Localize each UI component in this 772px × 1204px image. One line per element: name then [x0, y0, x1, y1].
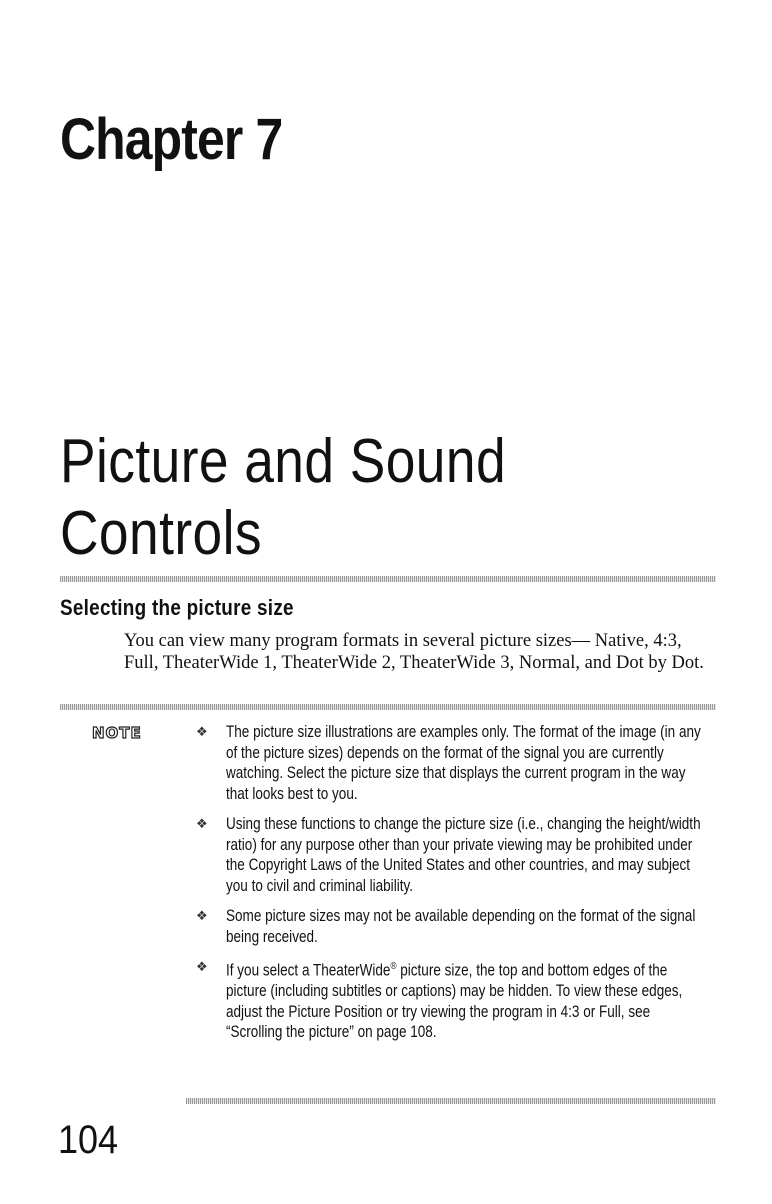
diamond-bullet-icon: ❖ [196, 817, 208, 832]
section-intro: You can view many program formats in several picture sizes— Native, 4:3, Full, TheaterWide 1, TheaterWide 2, TheaterWide 3, Normal, and Dot by Dot. [124, 631, 704, 673]
note-text [226, 957, 702, 1043]
note-item [196, 957, 756, 1043]
note-text-end: picture size, the top and bottom edges of the picture (including subtitles or captions) may be hidden. To view these edges, adjust the Picture Position or try viewing the program in 4:3 or Full, see “Scrolling the picture” on page 108. [226, 961, 683, 1041]
section-heading: Selecting the picture size [60, 595, 294, 620]
note-text-start: If you select a TheaterWide [226, 961, 391, 980]
note-item [196, 906, 756, 947]
note-item [196, 722, 756, 804]
chapter-label: Chapter 7 [60, 107, 283, 172]
note-text: Using these functions to change the picture size (i.e., changing the height/width ratio) for any purpose other than your private viewing may be prohibited under the Copyright Laws of the United States and other countries, and may subject you to civil and criminal liability. [226, 815, 701, 895]
note-label: NOTE [92, 724, 142, 742]
note-divider-top [60, 704, 716, 710]
page-title: Picture and Sound Controls [60, 427, 507, 568]
diamond-bullet-icon: ❖ [196, 909, 208, 924]
note-item [196, 814, 756, 896]
note-text: The picture size illustrations are examples only. The format of the image (in any of the picture sizes) depends on the format of the signal you are currently watching. Select the picture size that displays the current program in the way that looks best to you. [226, 723, 701, 803]
diamond-bullet-icon: ❖ [196, 960, 208, 975]
page-number: 104 [58, 1118, 119, 1162]
note-text: Some picture sizes may not be available depending on the format of the signal being received. [226, 907, 696, 946]
registered-mark: ® [390, 961, 397, 972]
diamond-bullet-icon: ❖ [196, 725, 208, 740]
note-list [196, 722, 756, 1053]
top-divider [60, 576, 716, 582]
note-divider-bottom [186, 1098, 716, 1104]
